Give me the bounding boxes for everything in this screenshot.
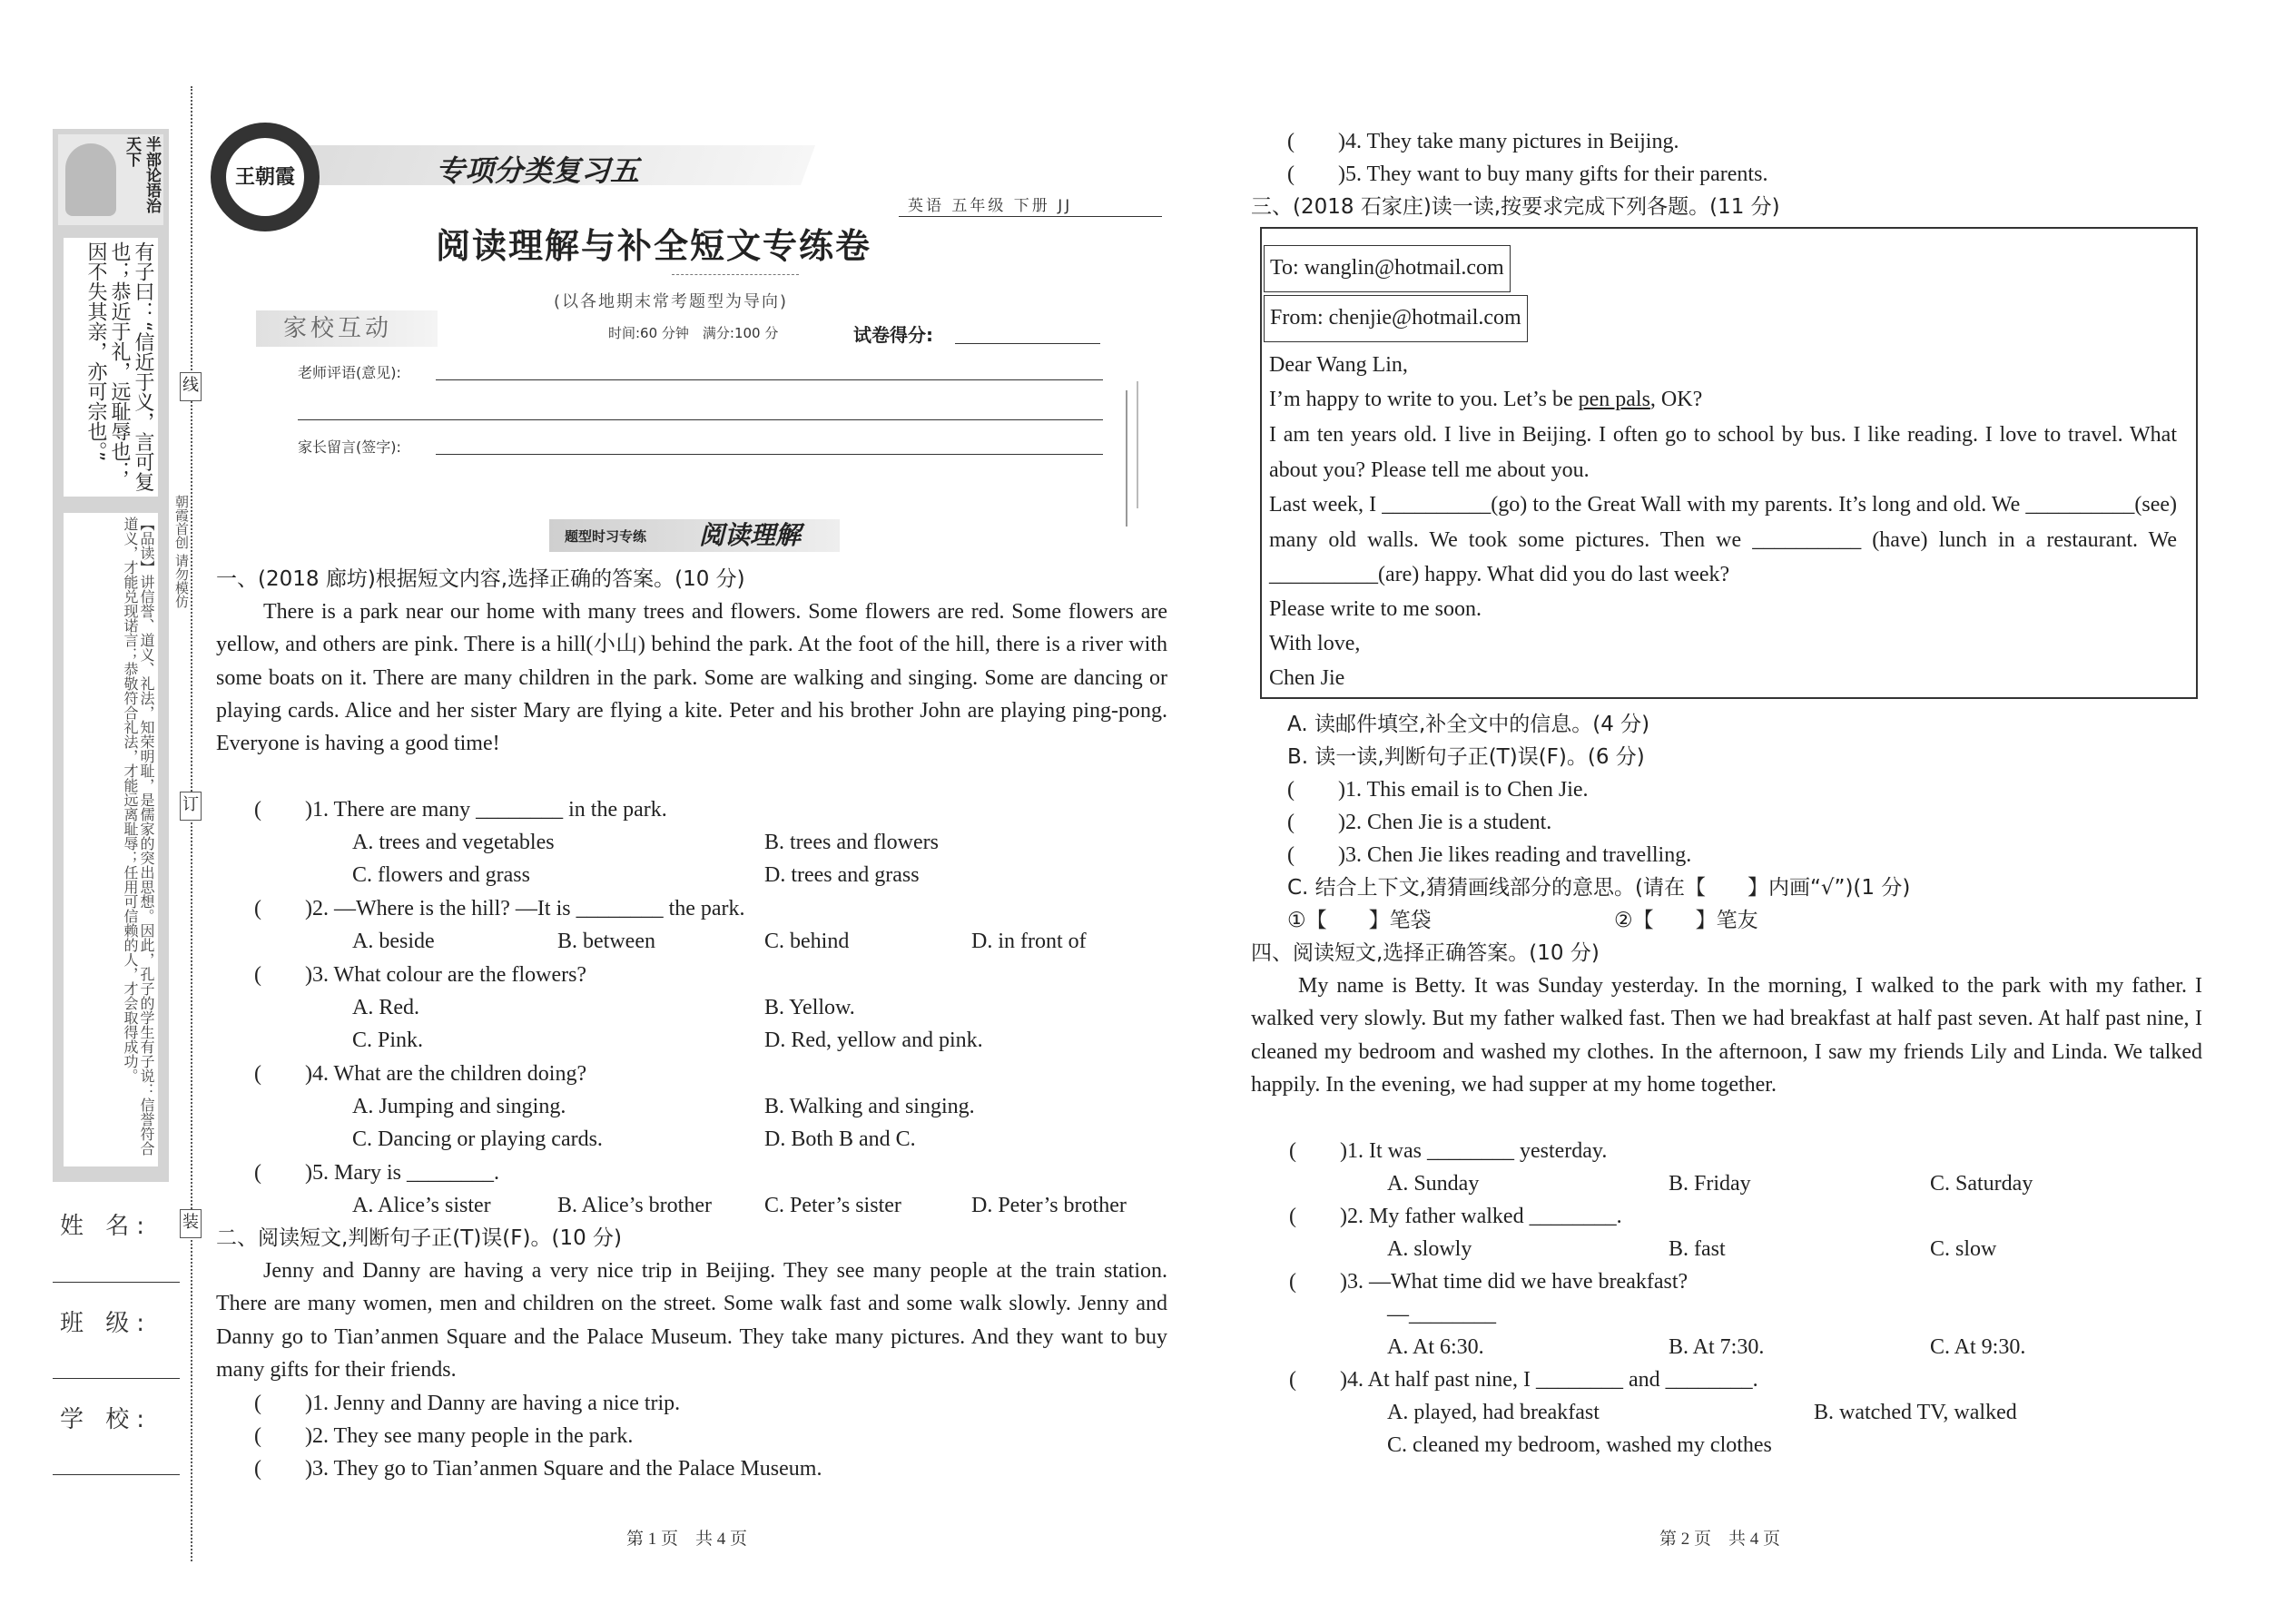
part4-heading: 四、阅读短文,选择正确答案。(10 分)	[1251, 941, 1600, 965]
p1-q3-opt-d[interactable]: D. Red, yellow and pink.	[764, 1029, 983, 1052]
p1-q5-opt-a[interactable]: A. Alice’s sister	[352, 1194, 491, 1217]
part1-heading: 一、(2018 廊坊)根据短文内容,选择正确的答案。(10 分)	[216, 567, 745, 591]
p1-q3-opt-c[interactable]: C. Pink.	[352, 1029, 424, 1052]
part2-passage: Jenny and Danny are having a very nice trip in Beijing. They see many people at the train station. There are many women, men and children on the street. Some walk fast and some walk slowly. Jenny and Danny go to Tian’anmen Square and the Palace Museum. They take many pictures. And they want to buy many gifts for their friends.	[216, 1259, 1167, 1382]
sidebar-portrait	[58, 134, 163, 225]
part1-passage: There is a park near our home with many trees and flowers. Some flowers are red. Some flowers are yellow, and others are pink. There is a hill(小山) behind the park. At the foot of the hill, there is a river with some boats on it. There are many children in the park. Some are walking and singing. Some are dancing or playing cards. Alice and her sister Mary are flying a kite. Peter and his brother John are playing ping-pong. Everyone is having a good time!	[216, 600, 1167, 756]
email-line1	[1269, 383, 1702, 416]
title-note: (以各地期末常考题型为导向)	[554, 292, 789, 311]
email-from: From: chenjie@hotmail.com	[1264, 295, 1528, 342]
binding-line	[191, 86, 192, 1561]
part3-heading: 三、(2018 石家庄)读一读,按要求完成下列各题。(11 分)	[1251, 195, 1780, 219]
p4-q4-opt-c[interactable]: C. cleaned my bedroom, washed my clothes	[1387, 1433, 1772, 1457]
p1-q5-stem: ( )5. Mary is ________.	[254, 1161, 499, 1185]
email-greeting: Dear Wang Lin,	[1269, 353, 1408, 377]
email-line1-pre: I’m happy to write to you. Let’s be	[1269, 388, 1579, 411]
binding-mark-line: 线	[180, 372, 202, 401]
parent-comment-field[interactable]	[436, 454, 1103, 455]
page-title: 阅读理解与补全短文专练卷	[436, 226, 872, 266]
score-field[interactable]	[955, 343, 1100, 344]
brand-logo-text: 王朝霞	[223, 135, 307, 219]
p1-q1-stem: ( )1. There are many ________ in the park.	[254, 798, 667, 822]
sidebar-pindu: 【品读】讲信誉、道义、礼法，知荣明耻，是儒家的突出思想。因此，孔子的学生有子说：信誉符合道义，才能兑现诺言；恭敬符合礼法，才能远离耻辱；任用可信赖的人，才会取得成功。	[64, 513, 158, 1166]
teacher-comment-label: 老师评语(意见):	[298, 364, 401, 381]
parent-comment-label: 家长留言(签字):	[298, 438, 401, 456]
p1-q5-opt-c[interactable]: C. Peter’s sister	[764, 1194, 901, 1217]
p4-q1-stem: ( )1. It was ________ yesterday.	[1289, 1139, 1608, 1163]
name-field[interactable]	[53, 1282, 180, 1283]
home-school-badge: 家校互动	[256, 310, 438, 347]
name-label: 姓 名:	[60, 1213, 153, 1240]
p4-q4-opt-b[interactable]: B. watched TV, walked	[1814, 1401, 2017, 1424]
class-field[interactable]	[53, 1378, 180, 1379]
pen-pals-underlined: pen pals	[1578, 388, 1650, 411]
p4-q4-opt-a[interactable]: A. played, had breakfast	[1387, 1401, 1600, 1424]
p1-q1-opt-d[interactable]: D. trees and grass	[764, 863, 920, 887]
p1-q2-opt-a[interactable]: A. beside	[352, 930, 435, 953]
choice-pencil-case[interactable]: ①【 】笔袋	[1287, 909, 1432, 932]
p1-q4-opt-c[interactable]: C. Dancing or playing cards.	[352, 1127, 603, 1151]
email-to: To: wanglin@hotmail.com	[1264, 245, 1511, 292]
p1-q4-stem: ( )4. What are the children doing?	[254, 1062, 587, 1086]
grade-meta: 英语 五年级 下册 JJ	[908, 197, 1073, 215]
email-line1-post: , OK?	[1649, 388, 1703, 411]
page-number-left: 第 1 页 共 4 页	[626, 1530, 748, 1549]
p1-q2-stem: ( )2. —Where is the hill? —It is ________ the park.	[254, 897, 745, 920]
p1-q3-opt-b[interactable]: B. Yellow.	[764, 996, 855, 1019]
subtitle: 专项分类复习五	[436, 153, 640, 188]
email-body: I am ten years old. I live in Beijing. I often go to school by bus. I like reading. I love to travel. What about you? Please tell me about you.	[1269, 423, 2177, 482]
p1-q3-stem: ( )3. What colour are the flowers?	[254, 963, 587, 987]
p1-q2-opt-c[interactable]: C. behind	[764, 930, 850, 953]
p4-q1-opt-b[interactable]: B. Friday	[1669, 1172, 1751, 1196]
header-deco-line	[1126, 390, 1127, 527]
p1-q5-opt-b[interactable]: B. Alice’s brother	[557, 1194, 712, 1217]
header-deco-line-2	[1137, 381, 1138, 508]
section-tag-title: 阅读理解	[699, 520, 802, 550]
p2-s2: ( )2. They see many people in the park.	[254, 1424, 634, 1448]
part4-passage: My name is Betty. It was Sunday yesterday. In the morning, I walked to the park with my father. I walked very slowly. But my father walked fast. Then we had breakfast at half past seven. At half past nine, I cleaned my bedroom and washed my clothes. In the afternoon, I saw my friends Lily and Linda. We talked happily. In the evening, we had supper at my home together.	[1251, 974, 2202, 1097]
sidebar-motto: 半部论语治天下	[123, 136, 161, 213]
p1-q3-opt-a[interactable]: A. Red.	[352, 996, 419, 1019]
p1-q1-opt-b[interactable]: B. trees and flowers	[764, 831, 939, 854]
school-label: 学 校:	[60, 1406, 153, 1433]
binding-mark-bind: 装	[180, 1209, 202, 1238]
p4-q3-opt-c[interactable]: C. At 9:30.	[1930, 1335, 2026, 1359]
score-label: 试卷得分:	[853, 324, 933, 346]
p1-q4-opt-a[interactable]: A. Jumping and singing.	[352, 1095, 566, 1118]
p2-s1: ( )1. Jenny and Danny are having a nice trip.	[254, 1392, 681, 1415]
p4-q3-opt-b[interactable]: B. At 7:30.	[1669, 1335, 1765, 1359]
p4-q2-opt-b[interactable]: B. fast	[1669, 1237, 1726, 1261]
part3-task-a: A. 读邮件填空,补全文中的信息。(4 分)	[1287, 713, 1650, 736]
p4-q2-stem: ( )2. My father walked ________.	[1289, 1205, 1622, 1228]
p1-q2-opt-d[interactable]: D. in front of	[971, 930, 1087, 953]
p4-q1-opt-a[interactable]: A. Sunday	[1387, 1172, 1480, 1196]
p1-q1-opt-c[interactable]: C. flowers and grass	[352, 863, 530, 887]
p4-q1-opt-c[interactable]: C. Saturday	[1930, 1172, 2033, 1196]
p1-q4-opt-b[interactable]: B. Walking and singing.	[764, 1095, 975, 1118]
email-signature: Chen Jie	[1269, 666, 1345, 690]
time-info: 时间:60 分钟 满分:100 分	[608, 325, 779, 341]
page-number-right: 第 2 页 共 4 页	[1659, 1530, 1781, 1549]
part3-task-c: C. 结合上下文,猜猜画线部分的意思。(请在【 】内画“√”)(1 分)	[1287, 876, 1911, 900]
p3-s1: ( )1. This email is to Chen Jie.	[1287, 778, 1589, 802]
part3-task-b: B. 读一读,判断句子正(T)误(F)。(6 分)	[1287, 745, 1645, 769]
p4-q3-answer-line[interactable]: —________	[1387, 1303, 1496, 1326]
p1-q4-opt-d[interactable]: D. Both B and C.	[764, 1127, 916, 1151]
p4-q2-opt-a[interactable]: A. slowly	[1387, 1237, 1472, 1261]
email-close-2: With love,	[1269, 632, 1361, 655]
p3-s3: ( )3. Chen Jie likes reading and travelling.	[1287, 843, 1692, 867]
p2-s4: ( )4. They take many pictures in Beijing.	[1287, 130, 1679, 153]
class-label: 班 级:	[60, 1310, 153, 1337]
binding-mark-order: 订	[180, 792, 202, 821]
teacher-comment-field-2[interactable]	[298, 419, 1103, 420]
email-close-1: Please write to me soon.	[1269, 597, 1482, 621]
p4-q2-opt-c[interactable]: C. slow	[1930, 1237, 1997, 1261]
side-note: 朝霞首创 请勿模仿	[173, 495, 190, 608]
sidebar-quote: 有子曰：“信近于义，言可复也；恭近于礼，远耻辱也；因不失其亲，亦可宗也。”	[64, 238, 158, 497]
p1-q2-opt-b[interactable]: B. between	[557, 930, 655, 953]
email-body-2: Last week, I __________(go) to the Great Wall with my parents. It’s long and old. We __________(see) many old walls. We took some pictures. Then we __________ (have) lunch in a restaurant. We __________(are) happy. What did you do last week?	[1269, 493, 2177, 586]
p4-q4-stem: ( )4. At half past nine, I ________ and ________.	[1289, 1368, 1758, 1392]
p1-q5-opt-d[interactable]: D. Peter’s brother	[971, 1194, 1127, 1217]
school-field[interactable]	[53, 1474, 180, 1475]
p1-q1-opt-a[interactable]: A. trees and vegetables	[352, 831, 555, 854]
p4-q3-stem: ( )3. —What time did we have breakfast?	[1289, 1270, 1689, 1294]
part2-heading: 二、阅读短文,判断句子正(T)误(F)。(10 分)	[216, 1226, 623, 1250]
section-tag-small: 题型时习专练	[565, 528, 647, 545]
p2-s5: ( )5. They want to buy many gifts for their parents.	[1287, 162, 1768, 186]
meta-underline	[899, 216, 1162, 217]
p4-q3-opt-a[interactable]: A. At 6:30.	[1387, 1335, 1484, 1359]
choice-pen-pal[interactable]: ②【 】笔友	[1614, 909, 1758, 932]
confucius-portrait-icon	[65, 143, 116, 216]
teacher-comment-field[interactable]	[436, 379, 1103, 380]
title-ornament	[672, 274, 799, 275]
p2-s3: ( )3. They go to Tian’anmen Square and the Palace Museum.	[254, 1457, 822, 1481]
p3-s2: ( )2. Chen Jie is a student.	[1287, 811, 1552, 834]
